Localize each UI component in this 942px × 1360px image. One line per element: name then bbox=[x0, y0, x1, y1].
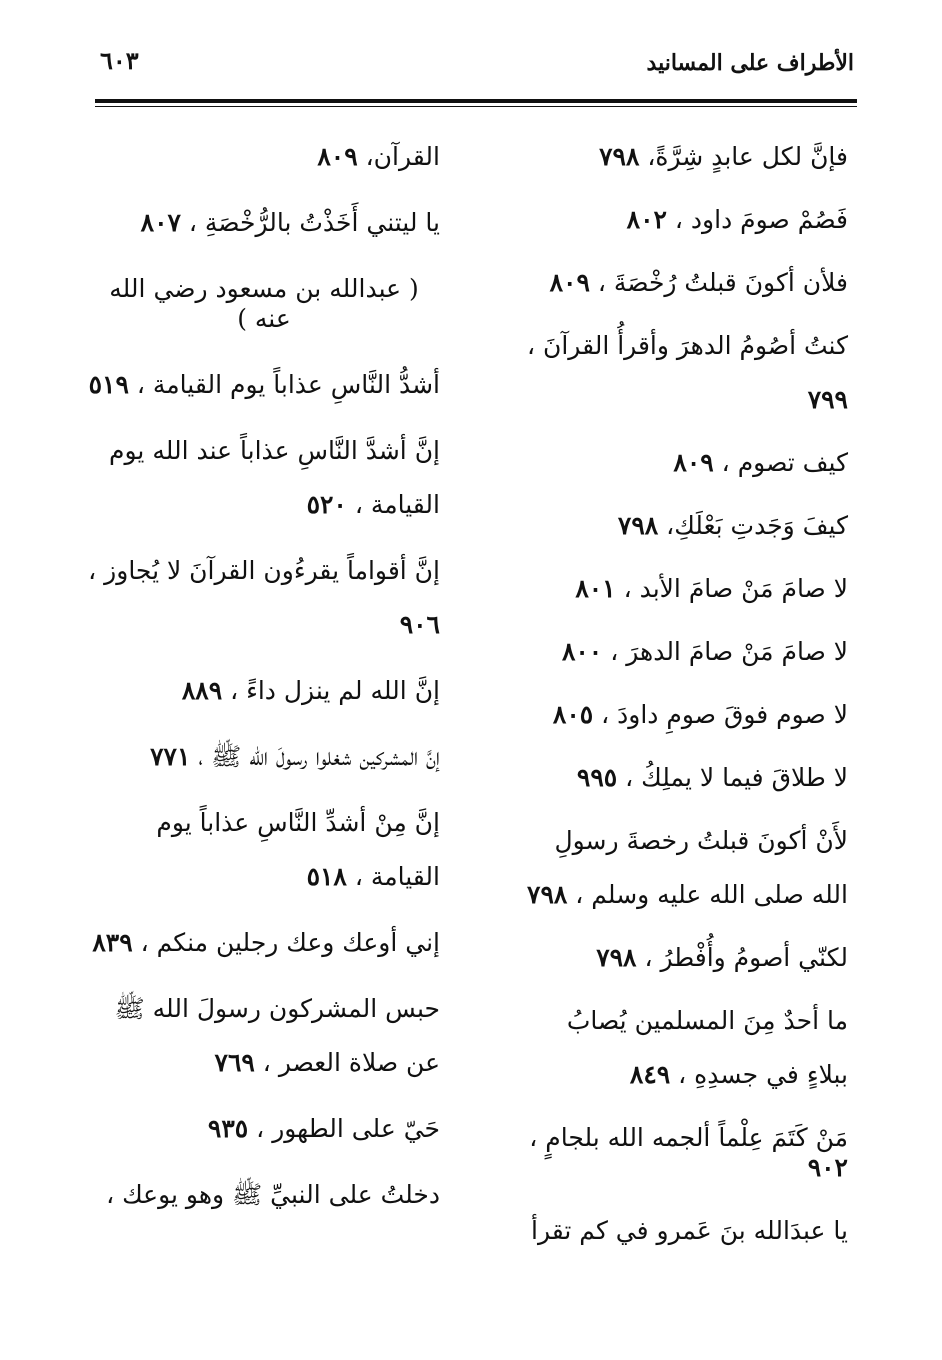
entry-text: إنَّ المشركين شغلوا رسولَ الله ﷺ ، bbox=[198, 742, 440, 771]
header-rule-thin bbox=[95, 106, 857, 107]
index-entry bbox=[518, 994, 848, 1102]
entry-number: ٥١٩ bbox=[88, 370, 129, 399]
index-entry bbox=[88, 1180, 440, 1210]
index-entry bbox=[518, 319, 848, 427]
entry-number: ٨٠٥ bbox=[552, 700, 594, 729]
section-heading bbox=[88, 274, 440, 334]
entry-text: كيف تصوم ، bbox=[721, 448, 848, 477]
entry-text: دخلتُ على النبيِّ ﷺ وهو يوعك ، bbox=[106, 1180, 440, 1209]
index-entry bbox=[88, 424, 440, 532]
index-column-right bbox=[518, 142, 848, 1279]
entry-number: ٧٩٨ bbox=[596, 943, 637, 972]
entry-text: كنتُ أصُومُ الدهرَ وأقرأُ القرآنَ ، bbox=[526, 331, 848, 360]
entry-number: ٩٣٥ bbox=[207, 1114, 249, 1143]
entry-number: ٨٤٩ bbox=[629, 1060, 671, 1089]
index-entry bbox=[88, 730, 440, 784]
entry-number: ٥١٨ bbox=[306, 862, 347, 891]
running-title: الأطراف على المسانيد bbox=[646, 50, 854, 76]
index-entry bbox=[518, 574, 848, 604]
header-rule-thick bbox=[95, 99, 857, 103]
entry-text: لا صامَ مَنْ صامَ الأبد ، bbox=[623, 574, 848, 603]
entry-text: إني أوعك وعك رجلين منكم ، bbox=[140, 928, 440, 957]
entry-text: القرآن، bbox=[365, 142, 440, 171]
index-entry bbox=[518, 142, 848, 172]
entry-number: ٧٧١ bbox=[150, 742, 191, 771]
entry-number: ٨٣٩ bbox=[92, 928, 133, 957]
index-entry bbox=[88, 142, 440, 172]
index-entry bbox=[518, 1123, 848, 1183]
index-entry bbox=[518, 511, 848, 541]
entry-number: ٥٢٠ bbox=[306, 490, 347, 519]
entry-text: فإنَّ لكل عابدٍ شِرَّةً، bbox=[647, 142, 848, 171]
page-number: ٦٠٣ bbox=[100, 46, 139, 75]
entry-number: ٨٠٩ bbox=[549, 268, 590, 297]
entry-text: فلأن أكونَ قبلتُ رُخْصَةَ ، bbox=[597, 268, 848, 297]
entry-text: لا طلاقَ فيما لا يملِكُ ، bbox=[625, 763, 848, 792]
entry-text: لا صامَ مَنْ صامَ الدهرَ ، bbox=[610, 637, 848, 666]
index-entry bbox=[88, 370, 440, 400]
entry-text: لكنّي أصومُ وأُفْطرُ ، bbox=[644, 943, 848, 972]
index-entry bbox=[88, 982, 440, 1090]
entry-text: حَيّ على الطهور ، bbox=[256, 1114, 440, 1143]
entry-text: يا ليتني أَخَذْتُ بالرُّخْصَةِ ، bbox=[188, 208, 440, 237]
index-entry bbox=[518, 637, 848, 667]
entry-number: ٨٠١ bbox=[575, 574, 616, 603]
entry-text: مَنْ كَتَمَ عِلْماً ألجمه الله بلجامٍ ، bbox=[529, 1123, 848, 1152]
index-entry bbox=[518, 763, 848, 793]
entry-text: أشدُّ النَّاسِ عذاباً يوم القيامة ، bbox=[136, 370, 440, 399]
index-entry bbox=[518, 448, 848, 478]
entry-text: لأَنْ أكونَ قبلتُ رخصةَ رسولِ الله صلى الله عليه وسلم ، bbox=[554, 826, 848, 909]
index-entry bbox=[518, 814, 848, 922]
entry-text: حبس المشركون رسولَ الله ﷺ عن صلاة العصر ، bbox=[114, 994, 440, 1077]
index-entry bbox=[518, 943, 848, 973]
index-entry bbox=[88, 676, 440, 706]
index-entry bbox=[518, 700, 848, 730]
entry-number: ٨٠٩ bbox=[317, 142, 358, 171]
entry-number: ٩٠٢ bbox=[807, 1153, 848, 1182]
entry-text: كيفَ وَجَدتِ بَعْلَكِ، bbox=[666, 511, 848, 540]
index-entry bbox=[88, 208, 440, 238]
entry-text: إنَّ أشدَّ النَّاسِ عذاباً عند الله يوم القيامة ، bbox=[109, 436, 440, 519]
entry-text: إنَّ أقواماً يقرءُون القرآنَ لا يُجاوز ، bbox=[88, 556, 440, 585]
entry-text: إنَّ مِنْ أشدِّ النَّاسِ عذاباً يوم القيامة ، bbox=[156, 808, 440, 891]
index-entry bbox=[518, 205, 848, 235]
entry-number: ٨٨٩ bbox=[181, 676, 223, 705]
index-entry bbox=[88, 544, 440, 652]
index-entry bbox=[88, 1114, 440, 1144]
entry-number: ٧٩٨ bbox=[617, 511, 659, 540]
entry-number: ٧٩٨ bbox=[599, 142, 640, 171]
entry-text: ما أحدٌ مِنَ المسلمين يُصابُ ببلاءٍ في جسدِهِ ، bbox=[566, 1006, 848, 1089]
entry-number: ٩٠٦ bbox=[399, 610, 440, 639]
entry-text: لا صوم فوقَ صومِ داودَ ، bbox=[601, 700, 848, 729]
entry-number: ٧٦٩ bbox=[214, 1048, 255, 1077]
entry-number: ٨٠٩ bbox=[673, 448, 714, 477]
index-entry bbox=[518, 268, 848, 298]
entry-text: فَصُمْ صومَ داود ، bbox=[674, 205, 848, 234]
entry-number: ٧٩٩ bbox=[807, 385, 848, 414]
index-entry bbox=[518, 1216, 848, 1246]
index-entry bbox=[88, 928, 440, 958]
entry-text: يا عبدَالله بنَ عَمرو في كم تقرأ bbox=[531, 1216, 848, 1245]
section-heading-text: ( عبدالله بن مسعود رضي الله عنه ) bbox=[109, 274, 419, 333]
entry-number: ٨٠٢ bbox=[626, 205, 667, 234]
entry-number: ٨٠٧ bbox=[140, 208, 181, 237]
index-column-left bbox=[88, 142, 440, 1246]
index-entry bbox=[88, 796, 440, 904]
entry-number: ٩٩٥ bbox=[576, 763, 618, 792]
entry-number: ٧٩٨ bbox=[527, 880, 568, 909]
entry-text: إنَّ الله لم ينزل داءً ، bbox=[230, 676, 440, 705]
entry-number: ٨٠٠ bbox=[561, 637, 603, 666]
